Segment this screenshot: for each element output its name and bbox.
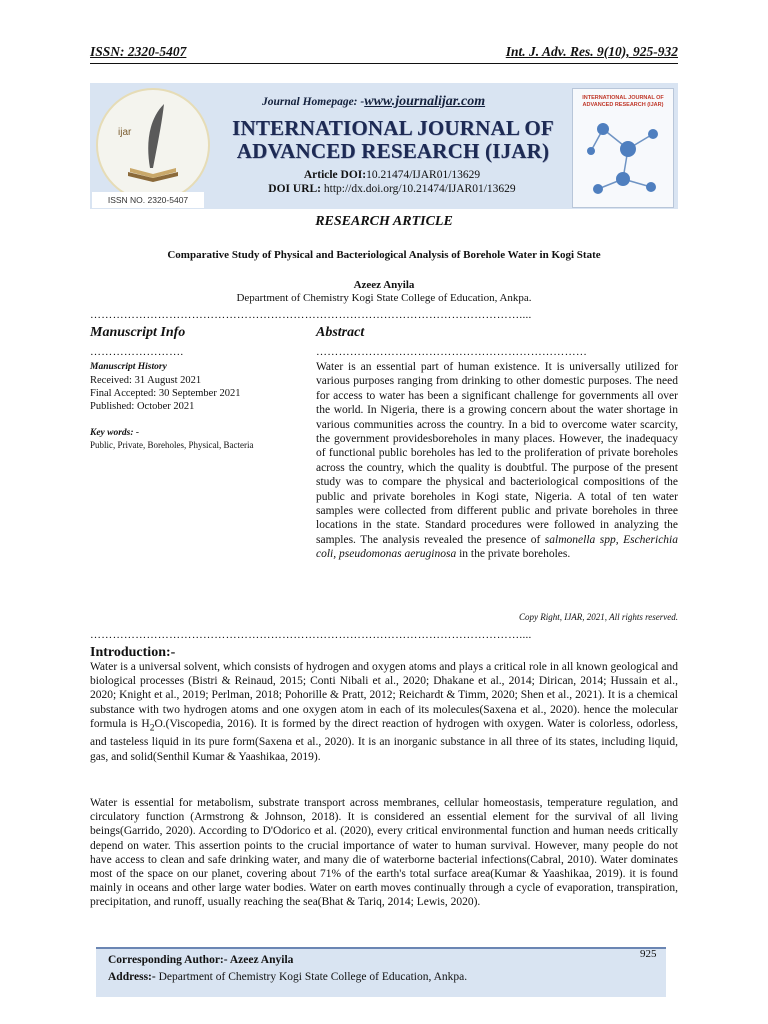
intro-paragraph-2: Water is essential for metabolism, substrate transport across membranes, cellular homeostasis, temperature regulation, and circulatory function (Armstrong & Johnson, 2018). It is considered an essential element for the survival of all living beings(Garrido, 2020). According to D'Odorico et al. (2020), every critical environmental function and human needs critically depend on water. This assertion points to the crucial importance of water to human survival. However, many people do not have access to clean and safe drinking water, and many die of waterborne bacterial infections(Cabral, 2010). Water dominates most of the space on our planet, covering about 71% of the earth's total surface area(Kumar & Yaashikaa, 2019). it is found mainly in oceans and other large water bodies. Water on earth moves continually through a cycle of evaporation, transpiration, precipitation, and runoff, usually reaching the sea(Bhat & Tariq, 2014; Lewis, 2020). <box>90 797 678 909</box>
doi-label: Article DOI: <box>303 169 367 181</box>
published-date: Published: October 2021 <box>90 401 195 412</box>
doi-url-label: DOI URL: <box>268 183 322 195</box>
intro-p1-part1: Water is a universal solvent, which consists of hydrogen and oxygen atoms and plays a critical role in all known geological and biological processes (Bistri & Reinaud, 2015; Conti Nibali et al., 2020; Dhakane et al., 2014; Dirican, 2014; Hussain et al., 2020; Knight et al., 2019; Perlman, 2018; Pohorille & Pratt, 2012; Reichardt & Timm, 2020; Shen et al., 2021). It is a chemical substance with two hydrogen atoms and one oxygen atom in each of its molecules(Saxena et al., 2020). hence the molecular formula is H <box>90 661 678 730</box>
keywords-list: Public, Private, Boreholes, Physical, Bacteria <box>90 440 254 450</box>
paper-title: Comparative Study of Physical and Bacteriological Analysis of Borehole Water in Kogi State <box>167 249 601 261</box>
journal-homepage <box>262 94 485 110</box>
author-name: Azeez Anyila <box>353 279 415 291</box>
abstract-organisms: salmonella spp, Escherichia coli, pseudomonas aeruginosa <box>316 533 679 561</box>
citation-text: Int. J. Adv. Res. 9(10), 925-932 <box>505 44 678 59</box>
abstract-dots: ……………………………………………………………… <box>316 346 588 358</box>
abstract-text <box>316 360 678 562</box>
manuscript-history-heading: Manuscript History <box>90 362 167 372</box>
abstract-end: in the private boreholes. <box>459 548 571 561</box>
manuscript-info-heading: Manuscript Info <box>90 325 186 340</box>
homepage-label: Journal Homepage: - <box>262 96 365 108</box>
quill-book-icon <box>98 90 208 200</box>
doi-value: 10.21474/IJAR01/13629 <box>366 169 481 181</box>
separator-top: …………………………………………………………………………………………………….... <box>90 309 532 321</box>
journal-title-line1: INTERNATIONAL JOURNAL OF <box>232 116 554 140</box>
logo-text: ijar <box>118 127 132 138</box>
cover-title: INTERNATIONAL JOURNAL OF ADVANCED RESEARCH (IJAR) <box>582 95 664 108</box>
intro-paragraph-1 <box>90 660 678 764</box>
abstract-heading: Abstract <box>316 325 365 340</box>
issn-badge: ISSN NO. 2320-5407 <box>92 192 204 208</box>
separator-bottom: …………………………………………………………………………………………………….... <box>90 629 532 641</box>
intro-p1-subscript: 2 <box>149 722 155 734</box>
page-number: 925 <box>640 948 657 960</box>
running-header <box>90 44 678 64</box>
copyright-notice: Copy Right, IJAR, 2021, All rights reserved. <box>519 612 678 622</box>
article-type: RESEARCH ARTICLE <box>315 214 453 229</box>
journal-title <box>218 117 568 163</box>
received-date: Received: 31 August 2021 <box>90 375 202 386</box>
manuscript-info-dots: ……………………. <box>90 346 184 358</box>
journal-title-line2: ADVANCED RESEARCH (IJAR) <box>236 139 550 163</box>
keywords-heading: Key words: - <box>90 428 140 438</box>
intro-p1-part2: O.(Viscopedia, 2016). It is formed by the direct reaction of hydrogen with oxygen. Water is colorless, odorless, and tasteless liquid in its pure form(Saxena et al., 2020). It is an inorganic substance in all three of its states, including liquid, gas, and solid(Senthil Kumar & Yaashikaa, 2019). <box>90 717 678 763</box>
corresponding-address <box>108 971 467 983</box>
address-value: Department of Chemistry Kogi State College of Education, Ankpa. <box>158 971 468 983</box>
doi-block <box>232 168 552 196</box>
introduction-heading: Introduction:- <box>90 645 176 660</box>
doi-url-link[interactable]: http://dx.doi.org/10.21474/IJAR01/13629 <box>323 183 516 195</box>
author-affiliation: Department of Chemistry Kogi State College of Education, Ankpa. <box>236 292 532 304</box>
corresponding-author: Corresponding Author:- Azeez Anyila <box>108 954 294 966</box>
abstract-body: Water is an essential part of human existence. It is universally utilized for various purposes ranging from drinking to other domestic purposes. The need for access to water has been a significant challenge for governments all over the world. In Nigeria, there is a growing concern about the water shortage in various communities across the country. In a bid to overcome water scarcity, the government providesboreholes in many places. However, the inadequacy of functional public boreholes has led to the proliferation of private boreholes across the country, which the quality is doubtful. The purpose of the present study was to compare the physical and bacteriological compositions of the public and private boreholes in Kogi state, Nigeria. A total of ten water samples were collected from different public and private boreholes in three locations in the state. Standard procedures were followed in analyzing the samples. The analysis revealed the presence of <box>316 361 678 546</box>
accepted-date: Final Accepted: 30 September 2021 <box>90 388 241 399</box>
journal-cover-image <box>572 88 674 208</box>
address-label: Address:- <box>108 971 156 983</box>
journal-logo <box>96 88 210 202</box>
issn-text: ISSN: 2320-5407 <box>90 44 187 59</box>
homepage-link[interactable]: www.journalijar.com <box>364 94 486 109</box>
